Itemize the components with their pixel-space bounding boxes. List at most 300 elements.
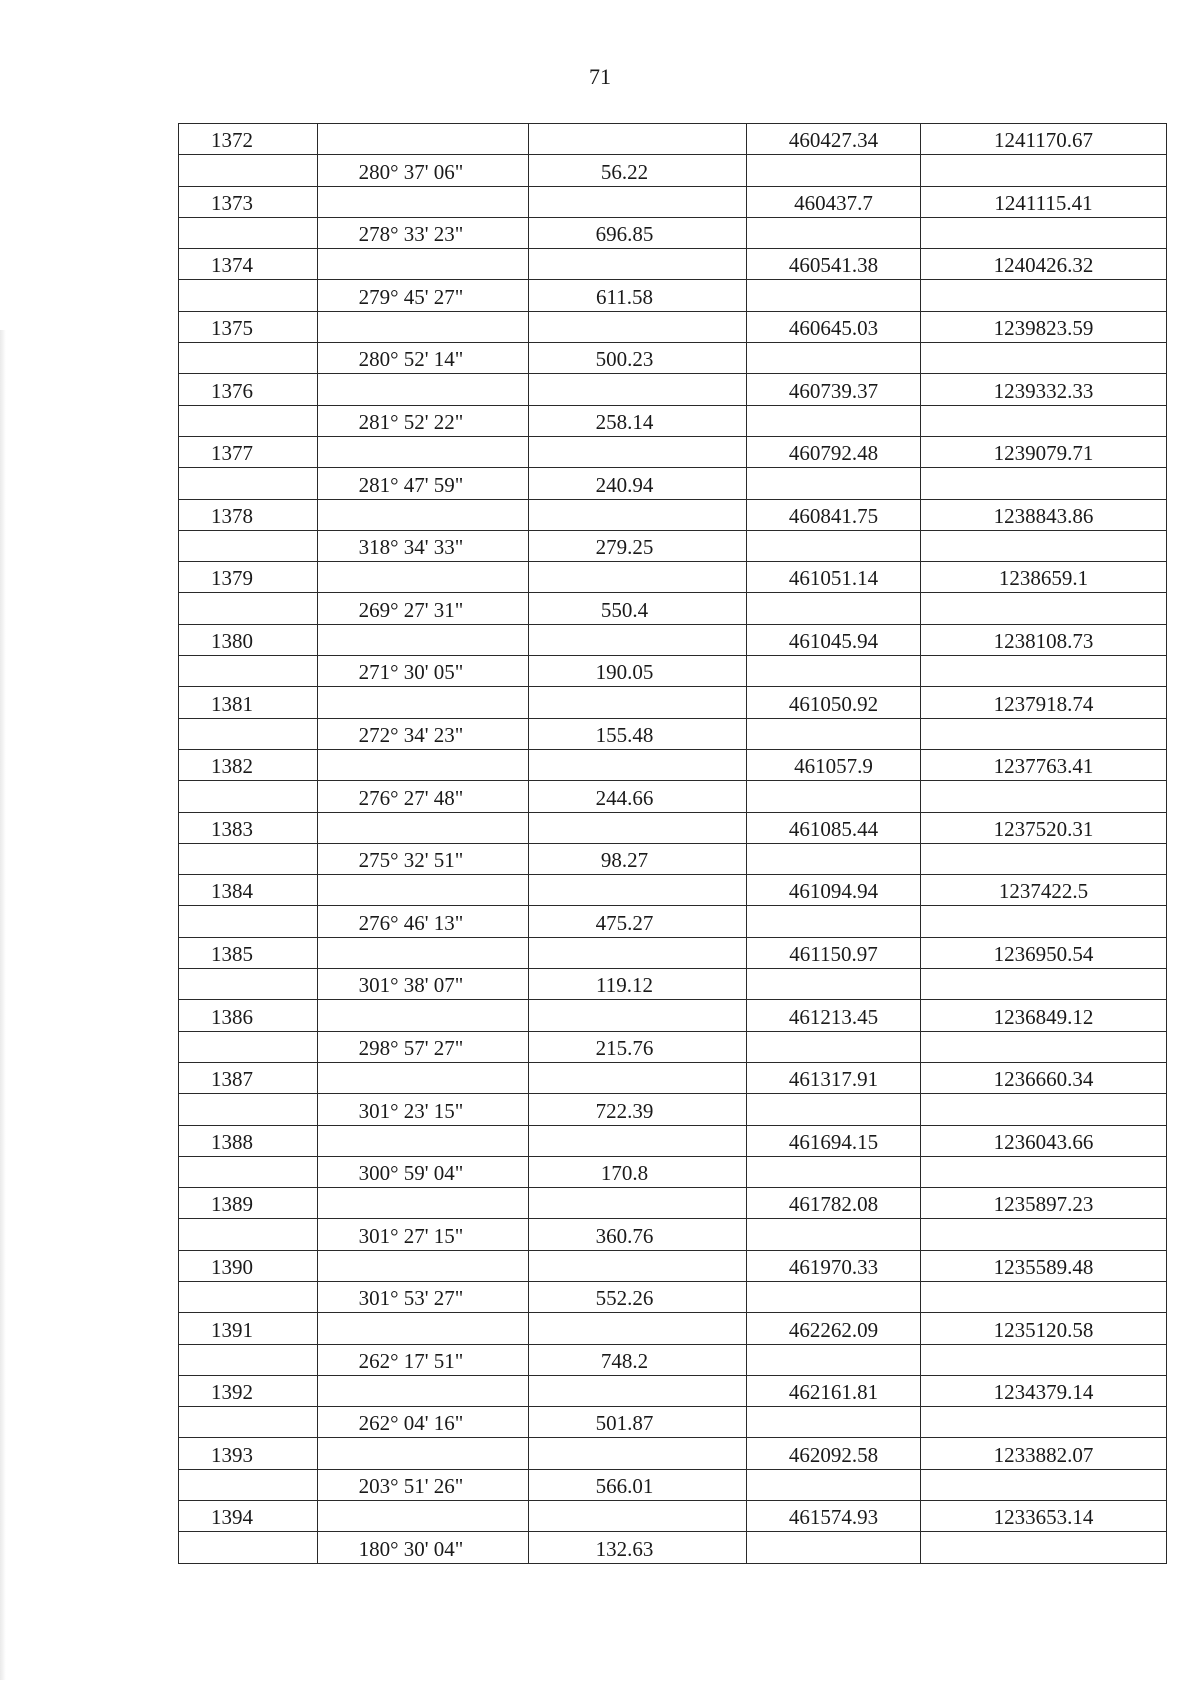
northing-value: 462092.58 — [788, 1442, 879, 1467]
station-row — [179, 562, 1167, 593]
empty-cell — [921, 1407, 1167, 1438]
empty-cell — [318, 1375, 529, 1406]
station-cell — [179, 499, 318, 530]
easting-value: 1236849.12 — [993, 1004, 1094, 1029]
easting-cell — [921, 186, 1167, 217]
station-value: 1381 — [211, 691, 253, 716]
easting-value: 1238108.73 — [993, 629, 1094, 654]
distance-value: 155.48 — [595, 722, 654, 747]
empty-cell — [921, 343, 1167, 374]
empty-cell — [529, 249, 747, 280]
empty-cell — [921, 280, 1167, 311]
distance-cell — [529, 280, 747, 311]
empty-cell — [921, 1532, 1167, 1563]
empty-cell — [747, 593, 921, 624]
northing-cell — [747, 1062, 921, 1093]
empty-cell — [529, 937, 747, 968]
empty-cell — [747, 1156, 921, 1187]
bearing-value: 301° 27' 15" — [358, 1223, 464, 1248]
empty-cell — [318, 1313, 529, 1344]
empty-cell — [318, 749, 529, 780]
empty-cell — [529, 1375, 747, 1406]
easting-value: 1236043.66 — [993, 1129, 1094, 1154]
bearing-cell — [318, 1281, 529, 1312]
empty-cell — [921, 656, 1167, 687]
station-cell — [179, 436, 318, 467]
empty-cell — [318, 436, 529, 467]
empty-cell — [318, 186, 529, 217]
empty-cell — [529, 812, 747, 843]
distance-value: 748.2 — [600, 1348, 649, 1373]
course-row — [179, 656, 1167, 687]
empty-cell — [921, 781, 1167, 812]
easting-value: 1235897.23 — [993, 1192, 1094, 1217]
northing-value: 460739.37 — [788, 378, 879, 403]
empty-cell — [921, 217, 1167, 248]
distance-cell — [529, 1469, 747, 1500]
course-row — [179, 530, 1167, 561]
distance-value: 722.39 — [595, 1098, 654, 1123]
empty-cell — [529, 1250, 747, 1281]
easting-value: 1236660.34 — [993, 1067, 1094, 1092]
station-value: 1378 — [211, 503, 253, 528]
station-row — [179, 1062, 1167, 1093]
distance-value: 566.01 — [595, 1474, 654, 1499]
station-value: 1374 — [211, 253, 253, 278]
easting-cell — [921, 624, 1167, 655]
station-cell — [179, 1000, 318, 1031]
bearing-value: 298° 57' 27" — [358, 1035, 464, 1060]
station-row — [179, 1438, 1167, 1469]
empty-cell — [179, 217, 318, 248]
course-row — [179, 718, 1167, 749]
empty-cell — [529, 311, 747, 342]
easting-value: 1233653.14 — [993, 1505, 1094, 1530]
course-row — [179, 343, 1167, 374]
northing-value: 462161.81 — [788, 1380, 879, 1405]
empty-cell — [179, 1532, 318, 1563]
empty-cell — [179, 1344, 318, 1375]
northing-cell — [747, 311, 921, 342]
empty-cell — [318, 1438, 529, 1469]
station-cell — [179, 812, 318, 843]
empty-cell — [921, 1156, 1167, 1187]
station-row — [179, 1375, 1167, 1406]
easting-cell — [921, 1000, 1167, 1031]
station-cell — [179, 1501, 318, 1532]
station-cell — [179, 186, 318, 217]
empty-cell — [529, 1188, 747, 1219]
station-cell — [179, 624, 318, 655]
empty-cell — [179, 1219, 318, 1250]
station-row — [179, 1250, 1167, 1281]
easting-value: 1237918.74 — [993, 691, 1094, 716]
distance-value: 501.87 — [595, 1411, 654, 1436]
empty-cell — [179, 843, 318, 874]
northing-value: 461085.44 — [788, 816, 879, 841]
distance-cell — [529, 155, 747, 186]
easting-value: 1235120.58 — [993, 1317, 1094, 1342]
station-cell — [179, 1188, 318, 1219]
station-row — [179, 374, 1167, 405]
empty-cell — [921, 468, 1167, 499]
bearing-value: 278° 33' 23" — [358, 222, 464, 247]
empty-cell — [921, 1219, 1167, 1250]
distance-cell — [529, 1031, 747, 1062]
empty-cell — [318, 875, 529, 906]
station-value: 1377 — [211, 441, 253, 466]
table-body — [179, 124, 1167, 1564]
easting-value: 1240426.32 — [993, 253, 1094, 278]
empty-cell — [179, 1094, 318, 1125]
course-row — [179, 1281, 1167, 1312]
distance-value: 500.23 — [595, 347, 654, 372]
bearing-value: 272° 34' 23" — [358, 722, 464, 747]
easting-value: 1237422.5 — [998, 879, 1089, 904]
empty-cell — [179, 468, 318, 499]
distance-value: 190.05 — [595, 660, 654, 685]
station-value: 1383 — [211, 816, 253, 841]
northing-cell — [747, 436, 921, 467]
station-row — [179, 937, 1167, 968]
easting-cell — [921, 875, 1167, 906]
northing-cell — [747, 249, 921, 280]
course-row — [179, 1219, 1167, 1250]
bearing-value: 275° 32' 51" — [358, 848, 464, 873]
distance-value: 170.8 — [600, 1161, 649, 1186]
empty-cell — [921, 405, 1167, 436]
distance-cell — [529, 1094, 747, 1125]
bearing-value: 279° 45' 27" — [358, 284, 464, 309]
bearing-value: 301° 53' 27" — [358, 1286, 464, 1311]
northing-value: 461694.15 — [788, 1129, 879, 1154]
distance-value: 244.66 — [595, 785, 654, 810]
course-row — [179, 280, 1167, 311]
northing-value: 460841.75 — [788, 503, 879, 528]
station-row — [179, 875, 1167, 906]
empty-cell — [179, 718, 318, 749]
bearing-cell — [318, 656, 529, 687]
distance-value: 240.94 — [595, 472, 654, 497]
course-row — [179, 468, 1167, 499]
northing-value: 461045.94 — [788, 629, 879, 654]
empty-cell — [529, 1313, 747, 1344]
station-value: 1379 — [211, 566, 253, 591]
northing-cell — [747, 1501, 921, 1532]
station-value: 1375 — [211, 316, 253, 341]
empty-cell — [318, 249, 529, 280]
bearing-cell — [318, 1094, 529, 1125]
station-value: 1394 — [211, 1505, 253, 1530]
easting-value: 1239823.59 — [993, 316, 1094, 341]
station-cell — [179, 687, 318, 718]
distance-cell — [529, 1156, 747, 1187]
distance-cell — [529, 1407, 747, 1438]
northing-cell — [747, 624, 921, 655]
station-value: 1372 — [211, 128, 253, 153]
bearing-value: 281° 52' 22" — [358, 409, 464, 434]
distance-value: 132.63 — [595, 1536, 654, 1561]
station-row — [179, 749, 1167, 780]
course-row — [179, 1469, 1167, 1500]
station-value: 1390 — [211, 1254, 253, 1279]
station-cell — [179, 562, 318, 593]
easting-cell — [921, 1188, 1167, 1219]
empty-cell — [921, 1469, 1167, 1500]
station-cell — [179, 937, 318, 968]
easting-cell — [921, 1125, 1167, 1156]
empty-cell — [179, 405, 318, 436]
bearing-cell — [318, 1156, 529, 1187]
distance-value: 56.22 — [600, 159, 649, 184]
empty-cell — [747, 781, 921, 812]
distance-value: 611.58 — [596, 284, 653, 309]
station-value: 1393 — [211, 1442, 253, 1467]
bearing-value: 300° 59' 04" — [358, 1161, 464, 1186]
easting-cell — [921, 1250, 1167, 1281]
distance-value: 360.76 — [595, 1223, 654, 1248]
easting-value: 1237520.31 — [993, 816, 1094, 841]
northing-value: 461150.97 — [789, 942, 878, 967]
survey-coordinates-table — [178, 123, 1167, 1564]
northing-value: 461317.91 — [788, 1067, 879, 1092]
northing-cell — [747, 687, 921, 718]
course-row — [179, 1094, 1167, 1125]
easting-value: 1239332.33 — [993, 378, 1094, 403]
empty-cell — [179, 280, 318, 311]
easting-value: 1238659.1 — [998, 566, 1089, 591]
empty-cell — [529, 562, 747, 593]
northing-cell — [747, 562, 921, 593]
empty-cell — [179, 1469, 318, 1500]
empty-cell — [921, 1031, 1167, 1062]
empty-cell — [318, 1062, 529, 1093]
distance-cell — [529, 781, 747, 812]
empty-cell — [747, 217, 921, 248]
northing-cell — [747, 186, 921, 217]
bearing-cell — [318, 343, 529, 374]
bearing-cell — [318, 1469, 529, 1500]
empty-cell — [318, 624, 529, 655]
empty-cell — [318, 1188, 529, 1219]
easting-value: 1241115.41 — [994, 190, 1093, 215]
empty-cell — [747, 1469, 921, 1500]
empty-cell — [747, 718, 921, 749]
northing-cell — [747, 812, 921, 843]
empty-cell — [318, 687, 529, 718]
bearing-value: 203° 51' 26" — [358, 1474, 464, 1499]
bearing-value: 280° 37' 06" — [358, 159, 464, 184]
empty-cell — [179, 906, 318, 937]
distance-value: 98.27 — [600, 848, 649, 873]
bearing-cell — [318, 1219, 529, 1250]
empty-cell — [747, 1219, 921, 1250]
empty-cell — [747, 530, 921, 561]
easting-cell — [921, 937, 1167, 968]
easting-cell — [921, 124, 1167, 155]
station-row — [179, 124, 1167, 155]
station-cell — [179, 1125, 318, 1156]
northing-value: 460427.34 — [788, 128, 879, 153]
station-value: 1387 — [211, 1067, 253, 1092]
empty-cell — [747, 1281, 921, 1312]
empty-cell — [529, 499, 747, 530]
distance-cell — [529, 906, 747, 937]
northing-cell — [747, 1438, 921, 1469]
distance-cell — [529, 1344, 747, 1375]
empty-cell — [179, 530, 318, 561]
distance-cell — [529, 593, 747, 624]
bearing-value: 301° 38' 07" — [358, 973, 464, 998]
easting-value: 1241170.67 — [994, 128, 1093, 153]
northing-value: 460645.03 — [788, 316, 879, 341]
distance-cell — [529, 843, 747, 874]
distance-cell — [529, 656, 747, 687]
scan-edge-shadow — [0, 330, 6, 1680]
northing-value: 462262.09 — [788, 1317, 879, 1342]
distance-value: 279.25 — [595, 535, 654, 560]
distance-value: 696.85 — [595, 222, 654, 247]
station-cell — [179, 124, 318, 155]
empty-cell — [318, 311, 529, 342]
empty-cell — [179, 656, 318, 687]
northing-cell — [747, 1313, 921, 1344]
empty-cell — [179, 155, 318, 186]
distance-cell — [529, 1281, 747, 1312]
station-value: 1376 — [211, 378, 253, 403]
bearing-cell — [318, 1407, 529, 1438]
empty-cell — [318, 562, 529, 593]
empty-cell — [747, 1031, 921, 1062]
station-cell — [179, 249, 318, 280]
empty-cell — [747, 343, 921, 374]
easting-value: 1235589.48 — [993, 1254, 1094, 1279]
station-cell — [179, 749, 318, 780]
empty-cell — [747, 1094, 921, 1125]
empty-cell — [921, 906, 1167, 937]
empty-cell — [529, 436, 747, 467]
empty-cell — [921, 843, 1167, 874]
easting-cell — [921, 812, 1167, 843]
easting-cell — [921, 1375, 1167, 1406]
easting-value: 1238843.86 — [993, 503, 1094, 528]
northing-value: 461057.9 — [794, 754, 873, 779]
empty-cell — [529, 624, 747, 655]
course-row — [179, 155, 1167, 186]
empty-cell — [747, 155, 921, 186]
station-row — [179, 436, 1167, 467]
course-row — [179, 781, 1167, 812]
bearing-value: 262° 04' 16" — [358, 1411, 464, 1436]
distance-cell — [529, 530, 747, 561]
distance-cell — [529, 468, 747, 499]
station-cell — [179, 374, 318, 405]
bearing-value: 269° 27' 31" — [358, 597, 464, 622]
course-row — [179, 1532, 1167, 1563]
empty-cell — [747, 1532, 921, 1563]
station-value: 1380 — [211, 629, 253, 654]
empty-cell — [179, 1031, 318, 1062]
easting-cell — [921, 749, 1167, 780]
station-row — [179, 499, 1167, 530]
bearing-cell — [318, 593, 529, 624]
empty-cell — [179, 343, 318, 374]
bearing-value: 180° 30' 04" — [358, 1536, 464, 1561]
station-row — [179, 624, 1167, 655]
empty-cell — [529, 1125, 747, 1156]
distance-value: 552.26 — [595, 1286, 654, 1311]
bearing-cell — [318, 280, 529, 311]
northing-cell — [747, 749, 921, 780]
course-row — [179, 217, 1167, 248]
bearing-cell — [318, 468, 529, 499]
empty-cell — [318, 374, 529, 405]
empty-cell — [529, 186, 747, 217]
distance-value: 119.12 — [596, 973, 653, 998]
easting-cell — [921, 1438, 1167, 1469]
empty-cell — [921, 593, 1167, 624]
empty-cell — [747, 468, 921, 499]
bearing-value: 271° 30' 05" — [358, 660, 464, 685]
empty-cell — [921, 1094, 1167, 1125]
station-row — [179, 1188, 1167, 1219]
station-value: 1386 — [211, 1004, 253, 1029]
bearing-cell — [318, 1344, 529, 1375]
bearing-cell — [318, 405, 529, 436]
empty-cell — [529, 687, 747, 718]
empty-cell — [747, 969, 921, 1000]
easting-cell — [921, 499, 1167, 530]
easting-cell — [921, 436, 1167, 467]
bearing-value: 280° 52' 14" — [358, 347, 464, 372]
empty-cell — [318, 1250, 529, 1281]
station-value: 1392 — [211, 1380, 253, 1405]
distance-cell — [529, 405, 747, 436]
station-cell — [179, 1250, 318, 1281]
easting-value: 1239079.71 — [993, 441, 1094, 466]
station-row — [179, 687, 1167, 718]
station-value: 1388 — [211, 1129, 253, 1154]
distance-cell — [529, 969, 747, 1000]
bearing-value: 301° 23' 15" — [358, 1098, 464, 1123]
northing-cell — [747, 937, 921, 968]
northing-value: 461213.45 — [788, 1004, 879, 1029]
bearing-value: 262° 17' 51" — [358, 1348, 464, 1373]
empty-cell — [529, 374, 747, 405]
empty-cell — [318, 812, 529, 843]
course-row — [179, 1156, 1167, 1187]
northing-value: 460541.38 — [788, 253, 879, 278]
easting-value: 1233882.07 — [993, 1442, 1094, 1467]
empty-cell — [529, 124, 747, 155]
empty-cell — [529, 875, 747, 906]
empty-cell — [921, 718, 1167, 749]
empty-cell — [921, 1281, 1167, 1312]
station-row — [179, 311, 1167, 342]
empty-cell — [318, 1000, 529, 1031]
northing-value: 461094.94 — [788, 879, 879, 904]
distance-value: 550.4 — [600, 597, 649, 622]
distance-value: 215.76 — [595, 1035, 654, 1060]
bearing-cell — [318, 906, 529, 937]
empty-cell — [179, 1156, 318, 1187]
easting-cell — [921, 1313, 1167, 1344]
northing-value: 461970.33 — [788, 1254, 879, 1279]
northing-cell — [747, 875, 921, 906]
distance-cell — [529, 1219, 747, 1250]
empty-cell — [921, 155, 1167, 186]
northing-cell — [747, 1188, 921, 1219]
